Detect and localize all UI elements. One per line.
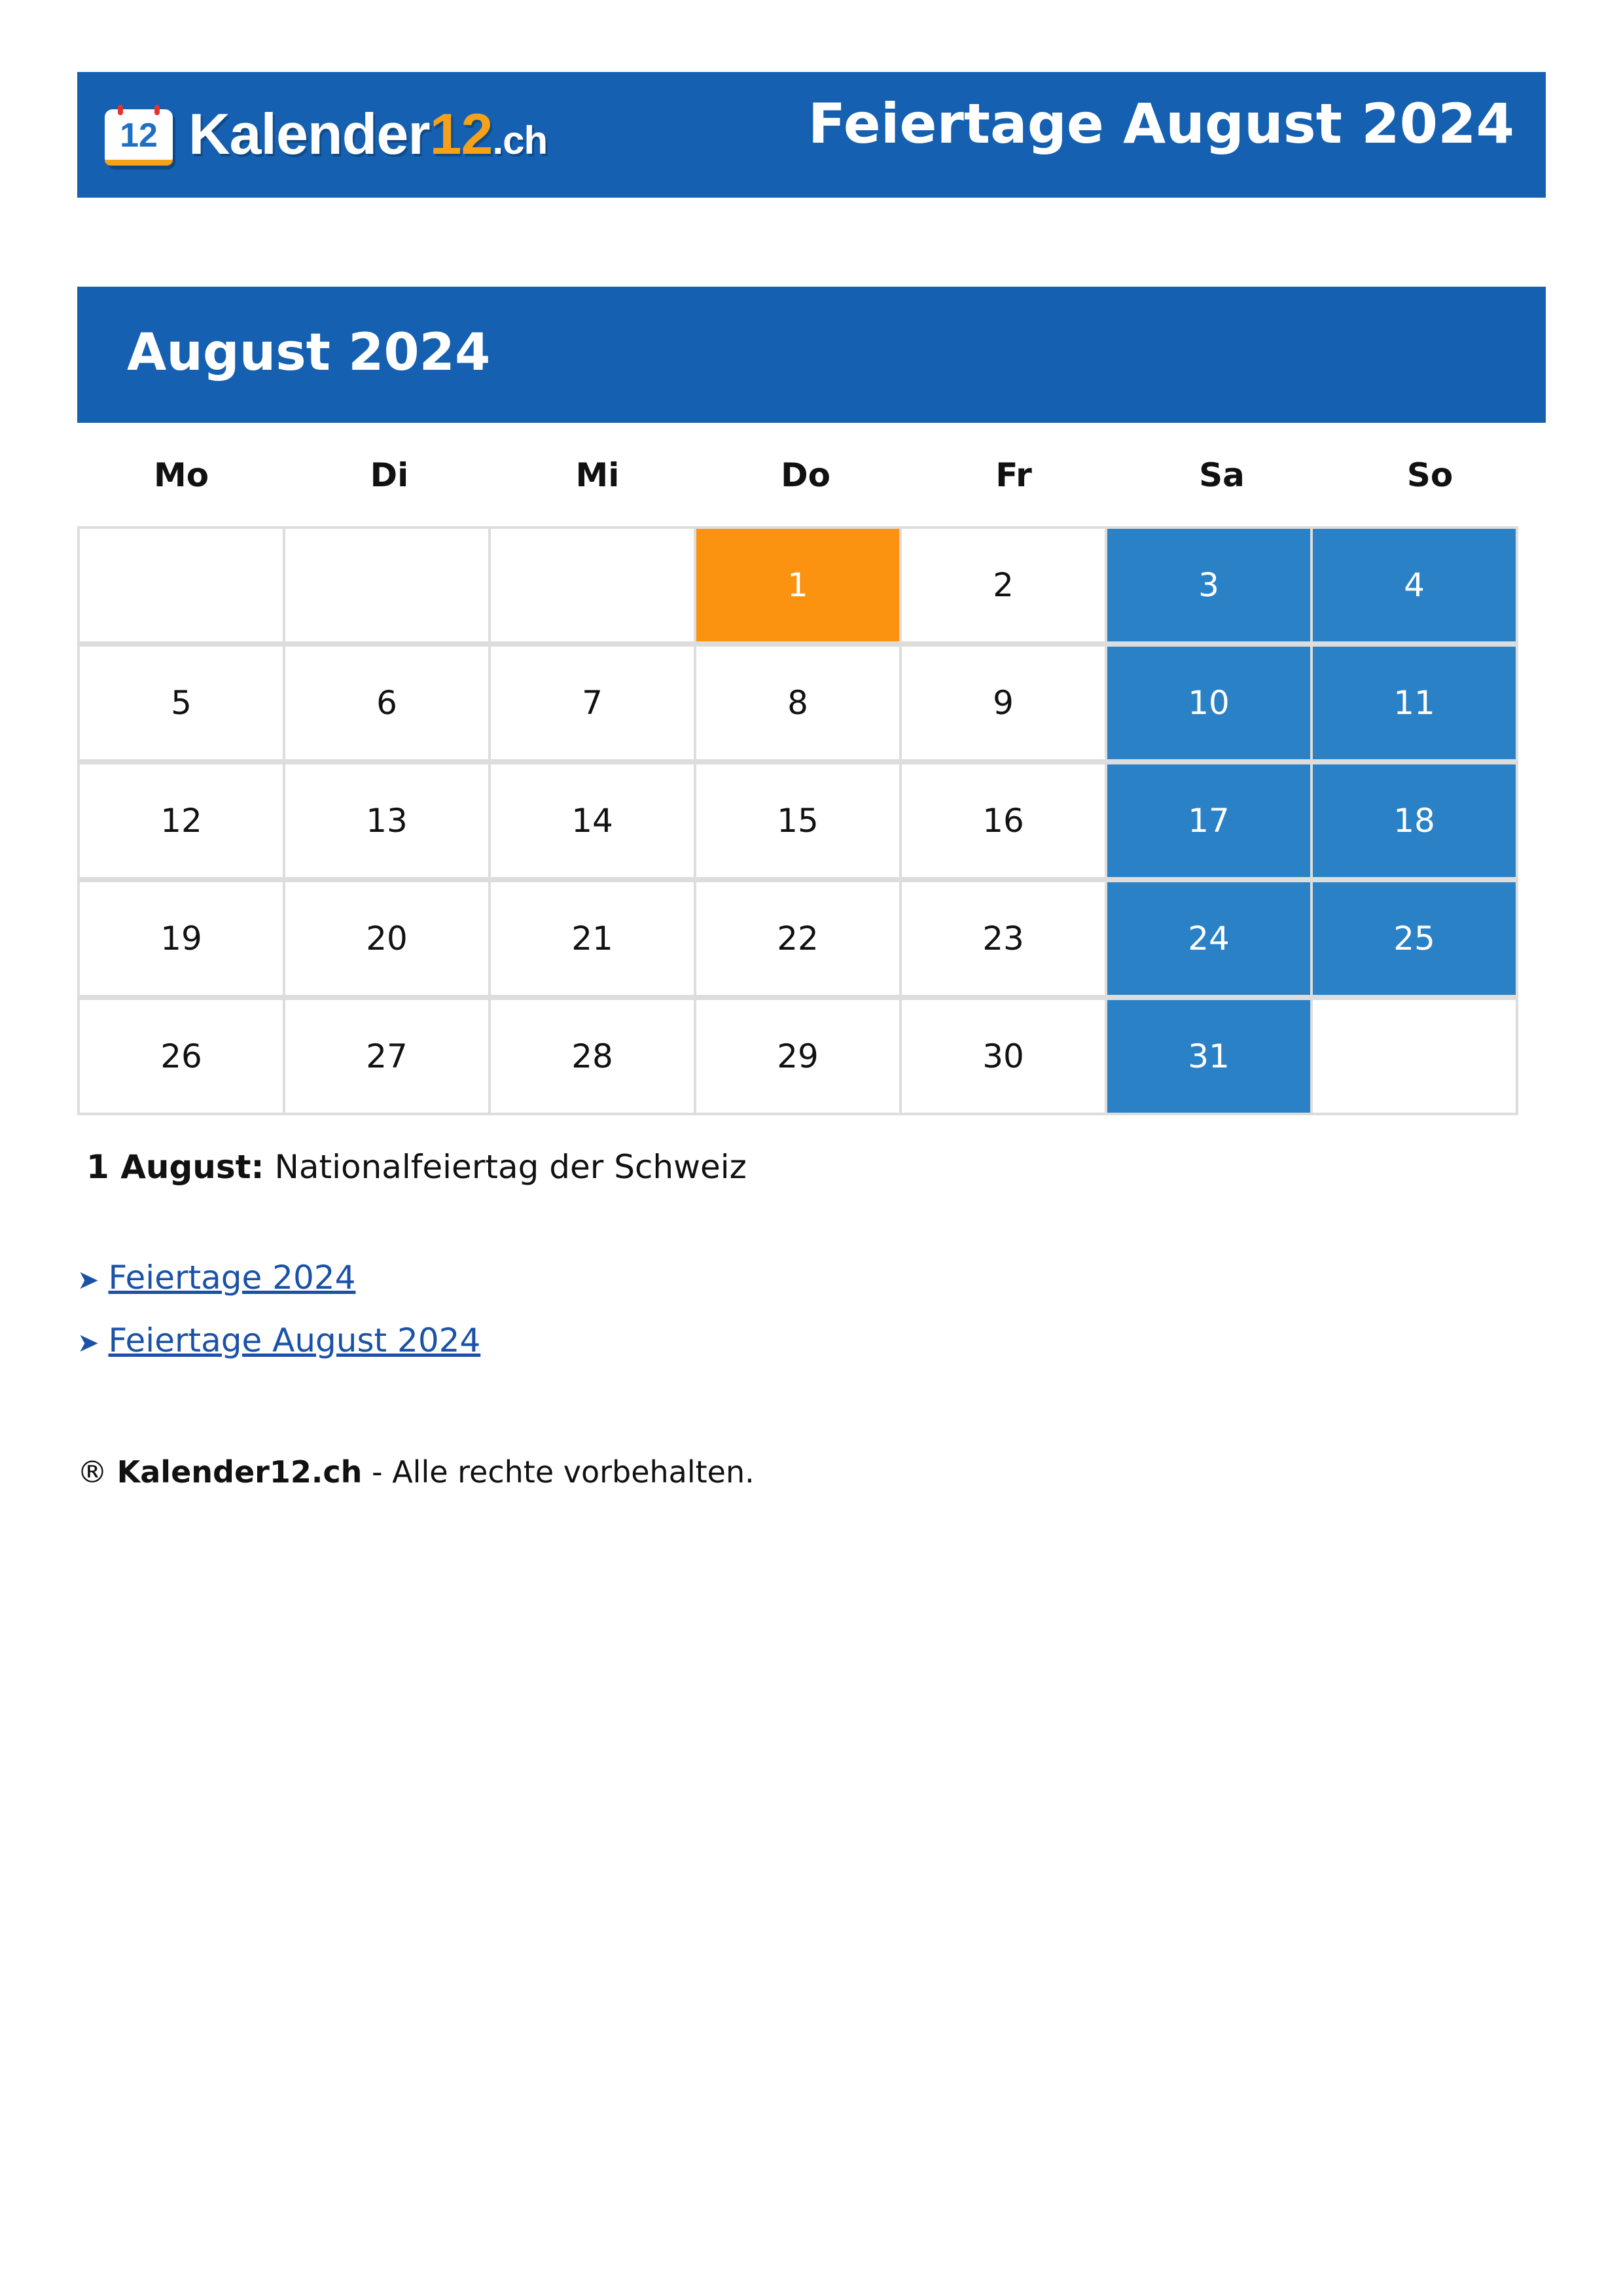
page-title: Feiertage August 2024 xyxy=(808,92,1514,156)
calendar-day: 7 xyxy=(488,644,696,762)
calendar-day: 14 xyxy=(488,762,696,880)
calendar-day: 28 xyxy=(488,997,696,1115)
calendar-day: 4 xyxy=(1310,526,1518,644)
calendar-day: 22 xyxy=(694,880,902,997)
calendar-day: 17 xyxy=(1105,762,1313,880)
calendar-day-empty xyxy=(283,526,491,644)
page-header xyxy=(77,72,1546,198)
related-links xyxy=(77,1247,480,1373)
logo-name: Kalender xyxy=(188,101,430,166)
calendar-day: 26 xyxy=(77,997,285,1115)
calendar-day: 21 xyxy=(488,880,696,997)
calendar-day: 10 xyxy=(1105,644,1313,762)
link-feiertage-august-2024[interactable]: Feiertage August 2024 xyxy=(108,1321,481,1359)
link-item xyxy=(77,1247,480,1310)
calendar-day: 20 xyxy=(283,880,491,997)
footer xyxy=(77,1449,755,1495)
calendar-day-empty xyxy=(77,526,285,644)
calendar-day: 18 xyxy=(1310,762,1518,880)
calendar-ring-icon xyxy=(118,105,123,115)
calendar-grid xyxy=(77,526,1538,1115)
calendar-day: 6 xyxy=(283,644,491,762)
calendar-day: 25 xyxy=(1310,880,1518,997)
calendar-day: 30 xyxy=(899,997,1107,1115)
calendar-day: 2 xyxy=(899,526,1107,644)
footer-text: - Alle rechte vorbehalten. xyxy=(371,1454,755,1490)
calendar-ring-icon xyxy=(154,105,160,115)
calendar-day: 1 xyxy=(694,526,902,644)
calendar-icon xyxy=(105,109,173,166)
calendar-day: 15 xyxy=(694,762,902,880)
weekday-label: So xyxy=(1406,456,1454,494)
logo-icon-number: 12 xyxy=(120,117,158,154)
calendar-day: 29 xyxy=(694,997,902,1115)
calendar-day-empty xyxy=(1310,997,1518,1115)
weekday-label: Fr xyxy=(995,456,1032,494)
calendar-day: 27 xyxy=(283,997,491,1115)
logo-tld: .ch xyxy=(492,118,548,162)
logo-wordmark xyxy=(188,103,547,172)
month-title: August 2024 xyxy=(127,323,491,382)
calendar-day: 24 xyxy=(1105,880,1313,997)
calendar-week xyxy=(77,762,1538,880)
calendar-day: 19 xyxy=(77,880,285,997)
link-feiertage-2024[interactable]: Feiertage 2024 xyxy=(108,1259,356,1297)
link-item xyxy=(77,1310,480,1373)
calendar-day: 8 xyxy=(694,644,902,762)
calendar-day: 23 xyxy=(899,880,1107,997)
calendar-day: 13 xyxy=(283,762,491,880)
site-logo[interactable] xyxy=(105,101,548,169)
arrow-right-icon: ➤ xyxy=(77,1265,99,1295)
calendar-week xyxy=(77,644,1538,762)
arrow-right-icon: ➤ xyxy=(77,1328,99,1358)
holiday-note xyxy=(86,1144,747,1190)
holiday-name: Nationalfeiertag der Schweiz xyxy=(274,1148,747,1186)
weekday-label: Do xyxy=(781,456,830,494)
calendar-week xyxy=(77,526,1538,644)
calendar-week xyxy=(77,880,1538,997)
registered-icon: ® xyxy=(77,1454,107,1490)
calendar-day: 16 xyxy=(899,762,1107,880)
calendar-day: 5 xyxy=(77,644,285,762)
footer-brand: Kalender12.ch xyxy=(116,1454,363,1490)
calendar-day: 3 xyxy=(1105,526,1313,644)
calendar-day: 9 xyxy=(899,644,1107,762)
calendar-day: 11 xyxy=(1310,644,1518,762)
calendar-day: 12 xyxy=(77,762,285,880)
calendar-day: 31 xyxy=(1105,997,1313,1115)
weekday-label: Mi xyxy=(575,456,620,494)
weekday-label: Sa xyxy=(1199,456,1245,494)
calendar-day-empty xyxy=(488,526,696,644)
weekday-label: Di xyxy=(370,456,409,494)
holiday-date: 1 August: xyxy=(86,1148,264,1186)
weekday-header-row xyxy=(77,446,1534,504)
month-banner xyxy=(77,287,1546,423)
calendar-week xyxy=(77,997,1538,1115)
logo-accent: 12 xyxy=(429,101,493,166)
weekday-label: Mo xyxy=(153,456,209,494)
